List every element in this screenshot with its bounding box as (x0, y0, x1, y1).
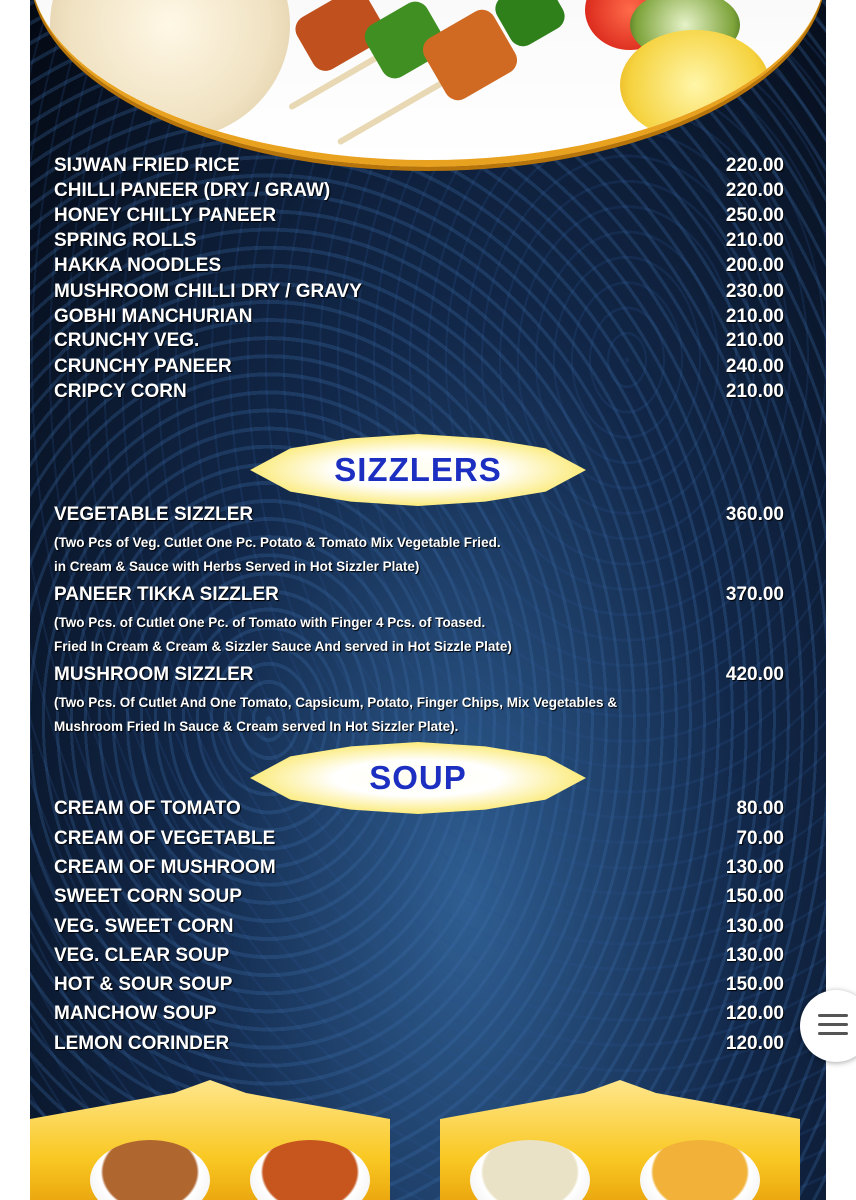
sizzler-item-name: PANEER TIKKA SIZZLER (54, 584, 279, 605)
chinese-item-price: 230.00 (725, 281, 784, 302)
lemon-image (620, 30, 770, 140)
chinese-item-price: 210.00 (725, 306, 784, 327)
sizzler-item-description: in Cream & Sauce with Herbs Served in Hot Sizzler Plate) (54, 559, 420, 574)
chinese-item-price: 210.00 (725, 230, 784, 251)
soup-item-price: 130.00 (725, 916, 784, 937)
chinese-item-name: CRUNCHY VEG. (54, 330, 200, 351)
chinese-item (54, 281, 796, 303)
soup-item-name: SWEET CORN SOUP (54, 886, 242, 907)
soup-item-price: 80.00 (736, 798, 784, 819)
sizzler-item (54, 664, 796, 686)
soup-item (54, 828, 796, 850)
soup-item-name: CREAM OF MUSHROOM (54, 857, 276, 878)
chinese-item (54, 155, 796, 177)
soup-item-name: VEG. CLEAR SOUP (54, 945, 230, 966)
chinese-item-name: HONEY CHILLY PANEER (54, 205, 277, 226)
soup-item-price: 150.00 (725, 886, 784, 907)
chinese-item-name: CRUNCHY PANEER (54, 356, 232, 377)
soup-item-name: VEG. SWEET CORN (54, 916, 234, 937)
sizzler-item-description: (Two Pcs. of Cutlet One Pc. of Tomato with Finger 4 Pcs. of Toased. (54, 615, 486, 630)
chinese-item-price: 220.00 (725, 155, 784, 176)
chinese-item-price: 210.00 (725, 330, 784, 351)
sizzler-item-description: (Two Pcs of Veg. Cutlet One Pc. Potato & Tomato Mix Vegetable Fried. (54, 535, 501, 550)
soup-item-price: 70.00 (736, 828, 784, 849)
chinese-item-name: SIJWAN FRIED RICE (54, 155, 240, 176)
soup-item (54, 886, 796, 908)
chinese-item (54, 255, 796, 277)
sizzler-item-description: Mushroom Fried In Sauce & Cream served In Hot Sizzler Plate). (54, 719, 459, 734)
menu-page (30, 0, 826, 1200)
sizzler-item-price: 420.00 (725, 664, 784, 685)
soup-item (54, 945, 796, 967)
soup-item-name: LEMON CORINDER (54, 1033, 230, 1054)
soup-item-name: HOT & SOUR SOUP (54, 974, 233, 995)
sizzler-item-description: Fried In Cream & Cream & Sizzler Sauce And served in Hot Sizzle Plate) (54, 639, 512, 654)
soup-bowls-image-left (30, 1080, 390, 1200)
soup-item (54, 1033, 796, 1055)
soup-item-price: 130.00 (725, 945, 784, 966)
soup-item (54, 798, 796, 820)
soup-item-name: CREAM OF TOMATO (54, 798, 241, 819)
chinese-item-name: GOBHI MANCHURIAN (54, 306, 253, 327)
sizzlers-banner (250, 434, 586, 506)
chinese-item (54, 306, 796, 328)
soup-item (54, 857, 796, 879)
fried-rice-image (50, 0, 290, 140)
chinese-item (54, 356, 796, 378)
sizzlers-title: SIZZLERS (334, 451, 502, 488)
sizzler-item-name: VEGETABLE SIZZLER (54, 504, 254, 525)
chinese-item-name: MUSHROOM CHILLI DRY / GRAVY (54, 281, 362, 302)
chinese-item (54, 330, 796, 352)
food-platter-image (30, 0, 826, 167)
sizzler-item-price: 370.00 (725, 584, 784, 605)
soup-item (54, 1003, 796, 1025)
chinese-item (54, 205, 796, 227)
chinese-item-name: SPRING ROLLS (54, 230, 197, 251)
soup-item (54, 916, 796, 938)
sizzler-item-description: (Two Pcs. Of Cutlet And One Tomato, Capsicum, Potato, Finger Chips, Mix Vegetables & (54, 695, 618, 710)
soup-bowls-image-right (440, 1080, 800, 1200)
chinese-item-name: HAKKA NOODLES (54, 255, 222, 276)
chinese-item-price: 210.00 (725, 381, 784, 402)
sizzler-item-name: MUSHROOM SIZZLER (54, 664, 254, 685)
chinese-item-name: CRIPCY CORN (54, 381, 187, 402)
soup-item-price: 120.00 (725, 1003, 784, 1024)
soup-item-name: CREAM OF VEGETABLE (54, 828, 276, 849)
chinese-item-price: 240.00 (725, 356, 784, 377)
soup-item (54, 974, 796, 996)
soup-item-price: 150.00 (725, 974, 784, 995)
chinese-item-price: 220.00 (725, 180, 784, 201)
soup-item-name: MANCHOW SOUP (54, 1003, 217, 1024)
chinese-item-name: CHILLI PANEER (DRY / GRAW) (54, 180, 331, 201)
soup-title: SOUP (369, 759, 467, 796)
chinese-item (54, 230, 796, 252)
chinese-item-price: 200.00 (725, 255, 784, 276)
sizzler-item-price: 360.00 (725, 504, 784, 525)
chinese-item (54, 381, 796, 403)
soup-item-price: 120.00 (725, 1033, 784, 1054)
sizzler-item (54, 504, 796, 526)
chinese-item (54, 180, 796, 202)
soup-item-price: 130.00 (725, 857, 784, 878)
chinese-item-price: 250.00 (725, 205, 784, 226)
sizzler-item (54, 584, 796, 606)
